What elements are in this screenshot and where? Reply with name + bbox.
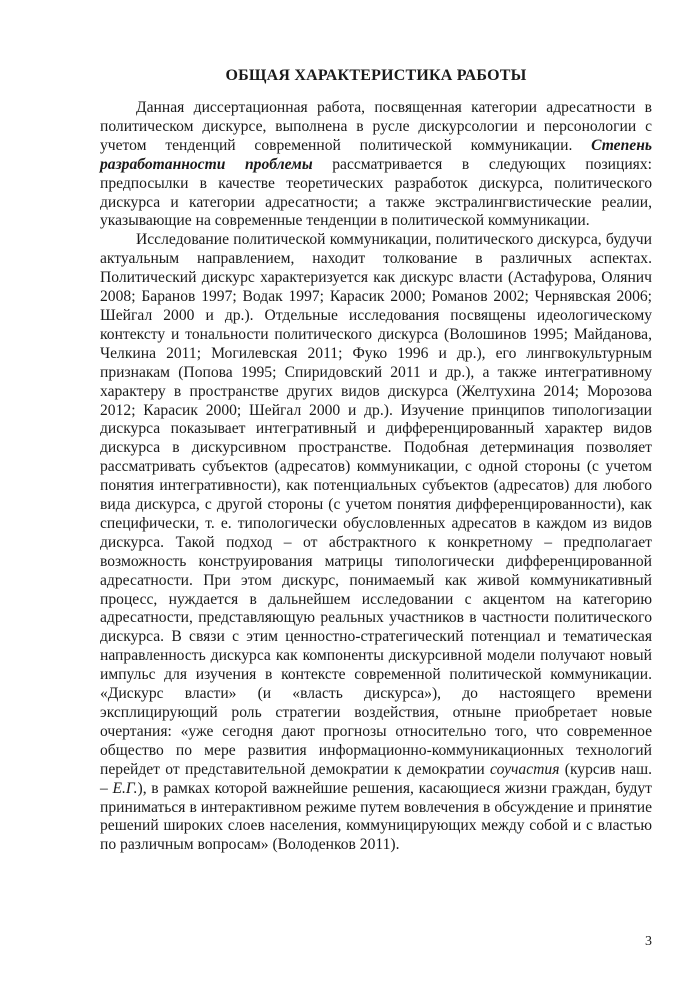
paragraph-2-text-a: Исследование политической коммуникации, политического дискурса, будучи актуальным направлением, находит толкование в различных аспектах. Политический дискурс характеризуется как дискурс власти (Астафурова, Олянич 2008; Баранов 1997; Водак 1997; Карасик 2000; Романов 2002; Чернявская 2006; Шейгал 2000 и др.). Отдельные исследования посвящены идеологическому контексту и тональности политического дискурса (Волошинов 1995; Майданова, Челкина 2011; Могилевская 2011; Фуко 1996 и др.), его лингвокультурным признакам (Попова 1995; Спиридовский 2011 и др.), а также интегративному характеру в пространстве других видов дискурса (Желтухина 2014; Морозова 2012; Карасик 2000; Шейгал 2000 и др.). Изучение принципов типологизации дискурса показывает интегративный и дифференцированный характер видов дискурса в дискурсивном пространстве. Подобная детерминация позволяет рассматривать субъектов (адресатов) коммуникации, с одной стороны (с учетом понятия интегративности), как потенциальных субъектов (адресатов) для любого вида дискурса, с другой стороны (с учетом понятия дифференцированности), как специфически, т. е. типологически обусловленных адресатов в каждом из видов дискурса. Такой подход – от абстрактного к конкретному – предполагает возможность конструирования матрицы типологически дифференцированной адресатности. При этом дискурс, понимаемый как живой коммуникативный процесс, нуждается в дальнейшем исследовании с акцентом на категорию адресатности, представляющую реальных участников в частности политического дискурса. В связи с этим ценностно-стратегический потенциал и тематическая направленность дискурса как компоненты дискурсивной модели получают новый импульс для изучения в контексте современной политической коммуникации. «Дискурс власти» (и «власть дискурса»), до настоящего времени эксплицирующий роль стратегии воздействия, отныне приобретает новые очертания: «уже сегодня дают прогнозы относительно того, что современное общество по мере развития информационно-коммуникационных технологий перейдет от представительной демократии к демократии bbox=[100, 231, 652, 778]
paragraph-1-text-a: Данная диссертационная работа, посвященная категории адресатности в политическом дискурсе, выполнена в русле дискурсологии и персонологии с учетом тенденций современной политической коммуникации. bbox=[100, 99, 652, 154]
paragraph-2 bbox=[100, 231, 652, 855]
document-page bbox=[100, 66, 652, 855]
paragraph-2-text-b: (курсив наш. – bbox=[100, 760, 652, 797]
paragraph-2-text-c: ), в рамках которой важнейшие решения, касающиеся жизни граждан, будут приниматься в интерактивном режиме путем вовлечения в обсуждение и принятие решений широких слоев населения, коммуницирующих между собой и с властью по различным вопросам» (Володенков 2011). bbox=[100, 779, 652, 854]
paragraph-2-author-initials: Е.Г. bbox=[112, 779, 138, 797]
paragraph-1-emphasis: Степень разработанности проблемы bbox=[100, 136, 652, 173]
paragraph-1 bbox=[100, 99, 652, 231]
page-number: 3 bbox=[645, 934, 652, 949]
page-title: ОБЩАЯ ХАРАКТЕРИСТИКА РАБОТЫ bbox=[225, 67, 527, 84]
paragraph-2-emphasis: соучастия bbox=[490, 760, 560, 778]
paragraph-1-text-b: рассматривается в следующих позициях: предпосылки в качестве теоретических разработок дискурса, политического дискурса и категории адресатности; а также экстралингвистические реалии, указывающие на современные тенденции в политической коммуникации. bbox=[100, 155, 652, 230]
